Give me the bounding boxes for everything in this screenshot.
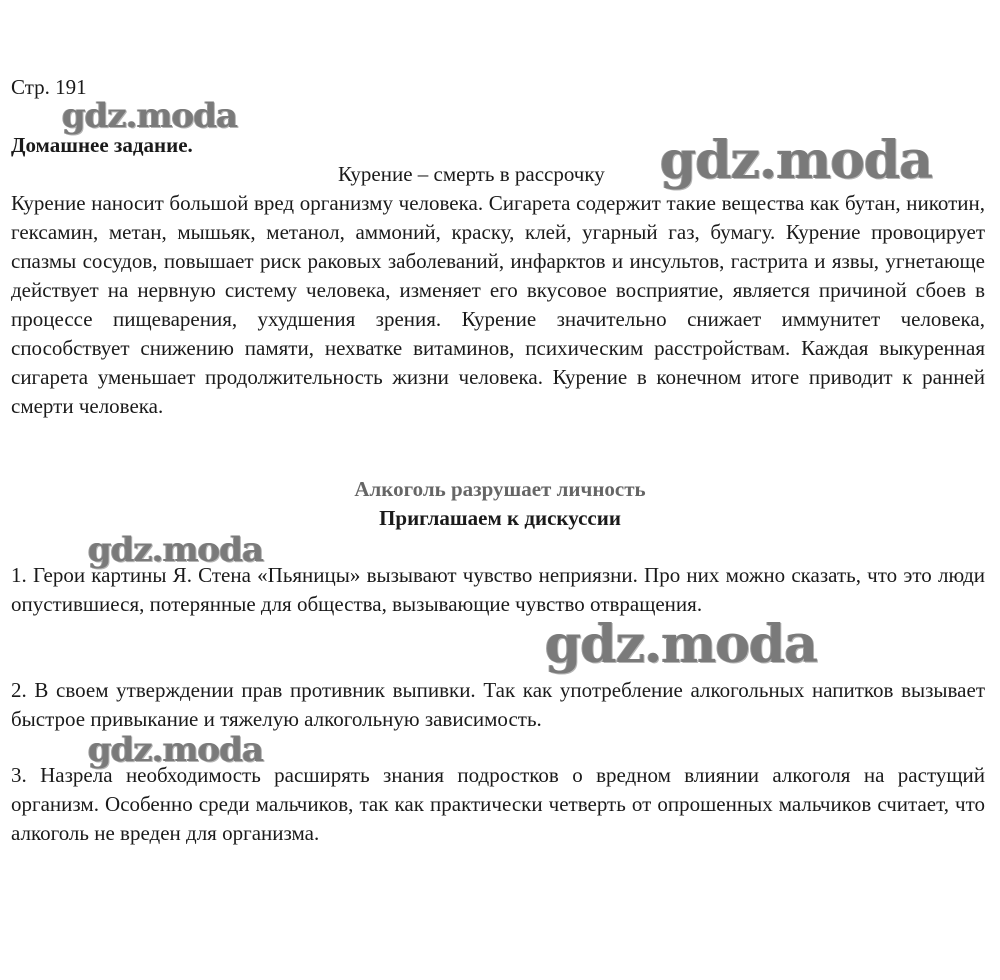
section2-subtitle: Приглашаем к дискуссии: [379, 506, 621, 530]
watermark-logo: gdz.moda: [545, 614, 818, 675]
watermark-logo: gdz.moda: [88, 530, 264, 570]
section1-paragraph: Курение наносит большой вред организму человека. Сигарета содержит такие вещества как бутан, никотин, гексамин, метан, мышьяк, метанол, аммоний, краску, клей, угарный газ, бумагу. Курение провоцирует спазмы сосудов, повышает риск раковых заболеваний, инфарктов и инсультов, гастрита и язвы, угнетающе действует на нервную систему человека, изменяет его вкусовое восприятие, является причиной сбоев в процессе пищеварения, ухудшения зрения. Курение значительно снижает иммунитет человека, способствует снижению памяти, нехватке витаминов, психическим расстройствам. Каждая выкуренная сигарета уменьшает продолжительность жизни человека. Курение в конечном итоге приводит к ранней смерти человека.: [11, 191, 985, 418]
section1-title: Курение – смерть в рассрочку: [338, 162, 605, 186]
watermark-logo: gdz.moda: [88, 730, 264, 770]
discussion-item-2: 2. В своем утверждении прав противник выпивки. Так как употребление алкогольных напитков вызывает быстрое привыкание и тяжелую алкогольную зависимость.: [11, 678, 985, 731]
discussion-item-1: 1. Герои картины Я. Стена «Пьяницы» вызывают чувство неприязни. Про них можно сказать, что это люди опустившиеся, потерянные для общества, вызывающие чувство отвращения.: [11, 563, 985, 616]
watermark-logo: gdz.moda: [62, 96, 238, 136]
page-label: Стр. 191: [11, 75, 87, 99]
homework-heading: Домашнее задание.: [11, 133, 193, 157]
watermark-logo: gdz.moda: [660, 130, 933, 191]
discussion-item-3: 3. Назрела необходимость расширять знания подростков о вредном влиянии алкоголя на растущий организм. Особенно среди мальчиков, так как практически четверть от опрошенных мальчиков считает, что алкоголь не вреден для организма.: [11, 763, 985, 845]
section2-title: Алкоголь разрушает личность: [354, 477, 646, 501]
